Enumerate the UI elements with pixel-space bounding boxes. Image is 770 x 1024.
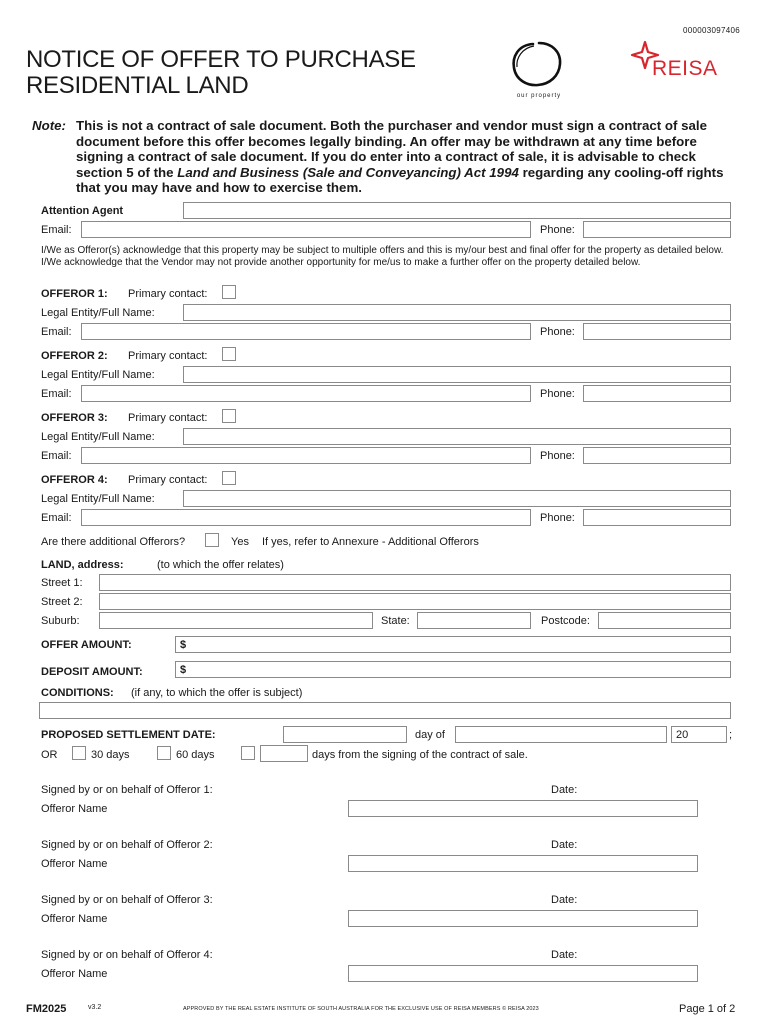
logo-caption: our property <box>516 93 562 99</box>
page-number: Page 1 of 2 <box>679 1003 736 1015</box>
signature-4-name-input[interactable] <box>348 965 698 982</box>
agent-phone-input[interactable] <box>583 221 731 238</box>
conditions-label: CONDITIONS: <box>41 687 114 699</box>
agent-email-input[interactable] <box>81 221 531 238</box>
agent-phone-label: Phone: <box>540 224 575 236</box>
offeror-3-primary-checkbox[interactable] <box>222 409 236 423</box>
signature-1-date-label: Date: <box>551 784 578 796</box>
offer-amount-label: OFFER AMOUNT: <box>41 639 132 651</box>
offeror-4-phone-label: Phone: <box>540 512 575 524</box>
additional-offerors-yes: Yes <box>231 536 249 548</box>
acknowledgement-text: I/We as Offeror(s) acknowledge that this property may be subject to multiple offers and this is my/our best and final offer for the property as detailed below. I/We acknowledge that the Vendor may not provide another opportunity for me/us to make a further offer on the property detailed below. <box>41 245 724 268</box>
offeror-2-phone-input[interactable] <box>583 385 731 402</box>
postcode-input[interactable] <box>598 612 731 629</box>
offeror-2-heading: OFFEROR 2: <box>41 350 108 362</box>
offeror-3-email-input[interactable] <box>81 447 531 464</box>
settlement-day-input[interactable] <box>283 726 407 743</box>
offeror-1-phone-input[interactable] <box>583 323 731 340</box>
signature-2-name-label: Offeror Name <box>41 858 108 870</box>
offeror-1-name-label: Legal Entity/Full Name: <box>41 307 155 319</box>
signature-3-name-label: Offeror Name <box>41 913 108 925</box>
offeror-4-email-label: Email: <box>41 512 72 524</box>
signature-3-date-label: Date: <box>551 894 578 906</box>
signature-2-label: Signed by or on behalf of Offeror 2: <box>41 839 213 851</box>
settlement-year-input[interactable] <box>671 726 727 743</box>
land-address-label: LAND, address: <box>41 559 124 571</box>
offeror-3-heading: OFFEROR 3: <box>41 412 108 424</box>
note-label: Note: <box>32 118 66 133</box>
offeror-3-name-label: Legal Entity/Full Name: <box>41 431 155 443</box>
offeror-1-heading: OFFEROR 1: <box>41 288 108 300</box>
note-text-part2: regarding any cooling-off rights that you may have and how to exercise them. <box>76 164 724 195</box>
footer-approval: APPROVED BY THE REAL ESTATE INSTITUTE OF SOUTH AUSTRALIA FOR THE EXCLUSIVE USE OF REISA MEMBERS © REISA 2023 <box>183 1006 539 1012</box>
offeror-4-heading: OFFEROR 4: <box>41 474 108 486</box>
additional-offerors-checkbox[interactable] <box>205 533 219 547</box>
settlement-date-label: PROPOSED SETTLEMENT DATE: <box>41 729 216 741</box>
settlement-month-input[interactable] <box>455 726 667 743</box>
signature-2-name-input[interactable] <box>348 855 698 872</box>
days-custom-input[interactable] <box>260 745 308 762</box>
signature-1-label: Signed by or on behalf of Offeror 1: <box>41 784 213 796</box>
days-30-checkbox[interactable] <box>72 746 86 760</box>
signature-4-date-label: Date: <box>551 949 578 961</box>
offeror-1-primary-label: Primary contact: <box>128 288 208 300</box>
offeror-2-email-input[interactable] <box>81 385 531 402</box>
page-title <box>26 47 416 99</box>
circle-brush-icon <box>506 40 570 88</box>
conditions-note: (if any, to which the offer is subject) <box>131 687 303 699</box>
offeror-3-phone-input[interactable] <box>583 447 731 464</box>
offeror-4-primary-checkbox[interactable] <box>222 471 236 485</box>
signature-4-name-label: Offeror Name <box>41 968 108 980</box>
offeror-3-email-label: Email: <box>41 450 72 462</box>
year-prefix: 20 <box>676 729 689 741</box>
street-1-input[interactable] <box>99 574 731 591</box>
postcode-label: Postcode: <box>541 615 590 627</box>
reisa-wordmark: REISA <box>652 57 718 80</box>
offeror-3-phone-label: Phone: <box>540 450 575 462</box>
days-60-checkbox[interactable] <box>157 746 171 760</box>
attention-agent-label: Attention Agent <box>41 205 124 217</box>
suburb-input[interactable] <box>99 612 373 629</box>
note-act-title: Land and Business (Sale and Conveyancing) Act 1994 <box>177 164 519 180</box>
settlement-semicolon: ; <box>729 729 733 741</box>
street-1-label: Street 1: <box>41 577 83 589</box>
signature-1-name-label: Offeror Name <box>41 803 108 815</box>
street-2-input[interactable] <box>99 593 731 610</box>
signature-4-label: Signed by or on behalf of Offeror 4: <box>41 949 213 961</box>
agent-email-label: Email: <box>41 224 72 236</box>
day-of-label: day of <box>415 729 445 741</box>
offeror-1-name-input[interactable] <box>183 304 731 321</box>
days-from-signing-label: days from the signing of the contract of sale. <box>312 749 528 761</box>
offeror-2-email-label: Email: <box>41 388 72 400</box>
deposit-currency-symbol: $ <box>180 664 187 676</box>
signature-1-name-input[interactable] <box>348 800 698 817</box>
our-property-logo <box>506 40 570 99</box>
offeror-4-primary-label: Primary contact: <box>128 474 208 486</box>
signature-3-name-input[interactable] <box>348 910 698 927</box>
note-text-part1: This is not a contract of sale document. Both the purchaser and vendor must sign a contract of sale document before this offer becomes legally binding. An offer may be withdrawn at any time before signing a contract of sale document. If you do enter into a contract of sale, it is advisable to check section 5 of the <box>76 118 707 180</box>
offeror-4-phone-input[interactable] <box>583 509 731 526</box>
state-label: State: <box>381 615 410 627</box>
offeror-4-email-input[interactable] <box>81 509 531 526</box>
suburb-label: Suburb: <box>41 615 80 627</box>
land-address-note: (to which the offer relates) <box>157 559 284 571</box>
offeror-2-name-input[interactable] <box>183 366 731 383</box>
title-line-1: NOTICE OF OFFER TO PURCHASE <box>26 46 416 73</box>
additional-offerors-question: Are there additional Offerors? <box>41 536 186 548</box>
form-version: v3.2 <box>88 1004 102 1011</box>
or-label: OR <box>41 749 58 761</box>
street-2-label: Street 2: <box>41 596 83 608</box>
document-number: 000003097406 <box>683 26 740 35</box>
deposit-amount-label: DEPOSIT AMOUNT: <box>41 666 143 678</box>
days-30-label: 30 days <box>91 749 130 761</box>
attention-agent-input[interactable] <box>183 202 731 219</box>
signature-2-date-label: Date: <box>551 839 578 851</box>
offeror-3-name-input[interactable] <box>183 428 731 445</box>
offeror-1-email-label: Email: <box>41 326 72 338</box>
offeror-2-name-label: Legal Entity/Full Name: <box>41 369 155 381</box>
signature-3-label: Signed by or on behalf of Offeror 3: <box>41 894 213 906</box>
title-line-2: RESIDENTIAL LAND <box>26 72 249 99</box>
note-text <box>76 118 746 196</box>
offeror-2-phone-label: Phone: <box>540 388 575 400</box>
offeror-2-primary-label: Primary contact: <box>128 350 208 362</box>
offeror-4-name-label: Legal Entity/Full Name: <box>41 493 155 505</box>
offeror-1-phone-label: Phone: <box>540 326 575 338</box>
form-code: FM2025 <box>26 1003 67 1015</box>
offeror-1-primary-checkbox[interactable] <box>222 285 236 299</box>
offer-currency-symbol: $ <box>180 639 187 651</box>
offeror-1-email-input[interactable] <box>81 323 531 340</box>
additional-offerors-note: If yes, refer to Annexure - Additional Offerors <box>262 536 479 548</box>
reisa-logo <box>628 40 718 85</box>
state-input[interactable] <box>417 612 531 629</box>
days-60-label: 60 days <box>176 749 215 761</box>
offeror-4-name-input[interactable] <box>183 490 731 507</box>
offeror-3-primary-label: Primary contact: <box>128 412 208 424</box>
days-custom-checkbox[interactable] <box>241 746 255 760</box>
conditions-input[interactable] <box>39 702 731 719</box>
deposit-amount-input[interactable] <box>175 661 731 678</box>
offeror-2-primary-checkbox[interactable] <box>222 347 236 361</box>
offer-amount-input[interactable] <box>175 636 731 653</box>
